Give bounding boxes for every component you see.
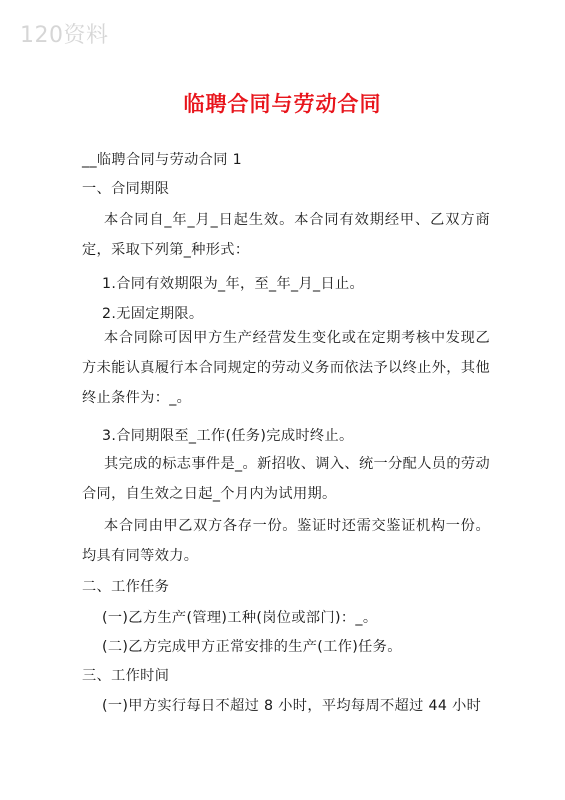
sub-item-daily-hours: (一)甲方实行每日不超过 8 小时，平均每周不超过 44 小时 bbox=[102, 698, 482, 714]
sub-item-job-type: (一)乙方生产(管理)工种(岗位或部门)：_。 bbox=[102, 610, 378, 626]
list-item-task-term: 3.合同期限至_工作(任务)完成时终止。 bbox=[102, 428, 354, 444]
section-heading-hours: 三、工作时间 bbox=[82, 668, 170, 684]
list-item-fixed-term: 1.合同有效期限为_年，至_年_月_日止。 bbox=[102, 276, 365, 292]
section-heading-tasks: 二、工作任务 bbox=[82, 579, 170, 595]
paragraph-copies: 本合同由甲乙双方各存一份。鉴证时还需交鉴证机构一份。均具有同等效力。 bbox=[82, 518, 490, 564]
subheading: __临聘合同与劳动合同 1 bbox=[82, 152, 242, 168]
paragraph-probation: 其完成的标志事件是_。新招收、调入、统一分配人员的劳动合同，自生效之日起_个月内为试用期。 bbox=[82, 456, 490, 502]
paragraph-effective-date: 本合同自_年_月_日起生效。本合同有效期经甲、乙双方商定，采取下列第_种形式： bbox=[82, 212, 490, 258]
document-title: 临聘合同与劳动合同 bbox=[183, 92, 382, 116]
list-item-no-fixed-term: 2.无固定期限。 bbox=[102, 306, 204, 322]
watermark: 120资料 bbox=[20, 23, 109, 48]
section-heading-term: 一、合同期限 bbox=[82, 181, 170, 197]
paragraph-termination: 本合同除可因甲方生产经营发生变化或在定期考核中发现乙方未能认真履行本合同规定的劳动义务而依法予以终止外，其他终止条件为：_。 bbox=[82, 330, 490, 406]
sub-item-task-completion: (二)乙方完成甲方正常安排的生产(工作)任务。 bbox=[102, 639, 402, 655]
